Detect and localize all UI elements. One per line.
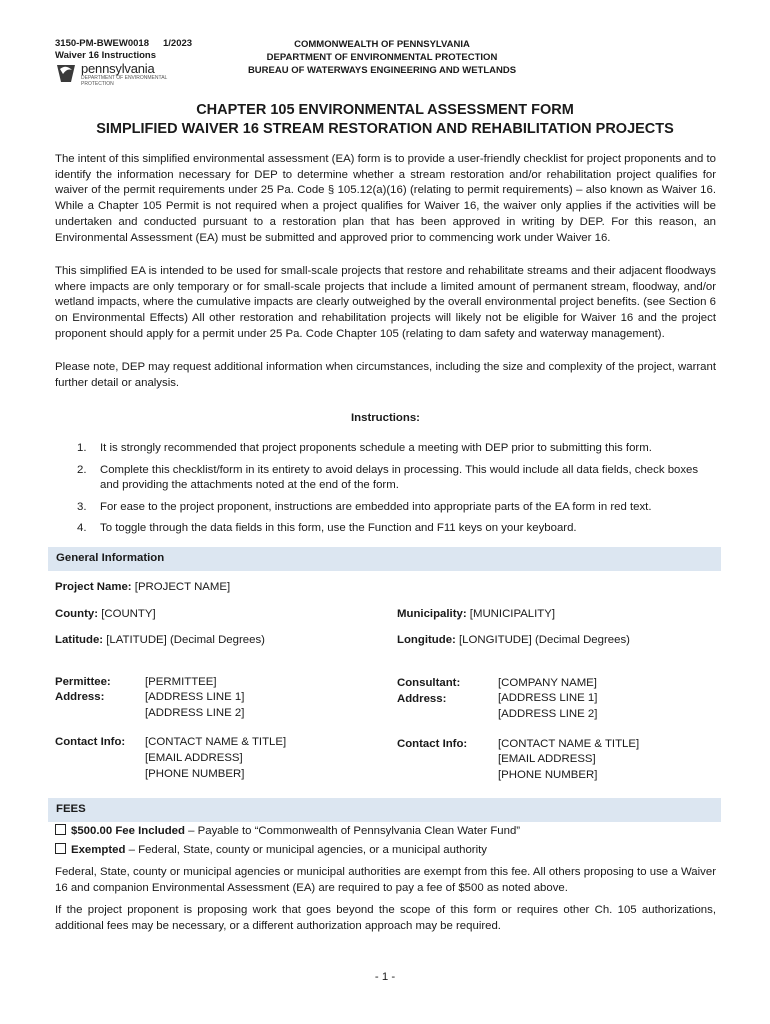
fee-exempted-label: Exempted <box>71 844 126 856</box>
agency-line-3: BUREAU OF WATERWAYS ENGINEERING AND WETLANDS <box>247 65 517 76</box>
doc-name: Waiver 16 Instructions <box>55 50 157 61</box>
intro-paragraph-1: The intent of this simplified environmental assessment (EA) form is to provide a user-friendly checklist for project proponents and to identify the information necessary for DEP to determine whether a stream restoration and/or rehabilitation project qualifies for waiver of the permit requirements under 25 Pa. Code § 105.12(a)(16) (relating to permit requirements) – also known as Waiver 16. While a Chapter 105 Permit is not required when a project qualifies for Waiver 16, the waiver only applies if the activities will be undertaken and conducted pursuant to a restoration plan that has been approved in writing by DEP. For this reason, an Environmental Assessment (EA) must be submitted and approved prior to commencing work under Waiver 16. <box>55 153 716 244</box>
agency-line-2: DEPARTMENT OF ENVIRONMENTAL PROTECTION <box>266 52 498 63</box>
permittee-address-line-2[interactable]: [ADDRESS LINE 2] <box>145 707 245 719</box>
form-code-line <box>55 38 206 50</box>
municipality-row <box>397 607 555 623</box>
fees-paragraph-2: If the project proponent is proposing work that goes beyond the scope of this form or requires other Ch. 105 authorizations, additional fees may be necessary, or a different authorization approach may be required. <box>55 904 716 932</box>
contact-email-left[interactable]: [EMAIL ADDRESS] <box>145 752 243 764</box>
fee-included-option <box>55 824 520 840</box>
list-item: 4. To toggle through the data fields in this form, use the Function and F11 keys on your keyboard. <box>77 522 577 534</box>
latitude-label: Latitude: <box>55 634 104 646</box>
list-item: 3. For ease to the project proponent, instructions are embedded into appropriate parts of the EA form in red text. <box>77 500 652 513</box>
permittee-label: Permittee: <box>55 676 111 688</box>
fee-exempted-option <box>55 843 487 859</box>
longitude-label: Longitude: <box>397 634 456 646</box>
latitude-row <box>55 633 265 649</box>
agency-header <box>200 38 564 77</box>
fees-paragraph-1: Federal, State, county or municipal agencies or municipal authorities are exempt from this fee. All others proposing to use a Waiver 16 and companion Environmental Assessment (EA) are required to pay a fee of $500 as noted above. <box>55 866 716 894</box>
title-line-1: CHAPTER 105 ENVIRONMENTAL ASSESSMENT FORM <box>196 102 574 118</box>
longitude-field[interactable]: [LONGITUDE] <box>459 634 532 646</box>
form-date: 1/2023 <box>162 38 193 49</box>
project-name-field[interactable]: [PROJECT NAME] <box>134 581 231 593</box>
latitude-note: (Decimal Degrees) <box>169 634 265 646</box>
municipality-field[interactable]: [MUNICIPALITY] <box>469 608 556 620</box>
permittee-field[interactable]: [PERMITTEE] <box>145 676 217 688</box>
contact-info-label-right: Contact Info: <box>397 738 468 750</box>
consultant-field[interactable]: [COMPANY NAME] <box>498 677 597 689</box>
agency-line-1: COMMONWEALTH OF PENNSYLVANIA <box>294 39 470 50</box>
keystone-icon <box>55 62 77 84</box>
form-code: 3150-PM-BWEW0018 <box>55 38 149 49</box>
list-item: 2. Complete this checklist/form in its entirety to avoid delays in processing. This would include all data fields, check boxes and providing the attachments noted at the end of the form. <box>77 463 699 491</box>
instructions-heading: Instructions: <box>351 412 420 424</box>
project-name-label: Project Name: <box>55 581 132 593</box>
contact-info-label-left: Contact Info: <box>55 736 126 748</box>
instructions-list <box>55 441 716 543</box>
fees-header: FEES <box>48 798 721 822</box>
fee-included-label: $500.00 Fee Included <box>71 825 185 837</box>
logo-subtext: DEPARTMENT OF ENVIRONMENTAL PROTECTION <box>81 75 168 87</box>
fee-included-checkbox[interactable] <box>55 824 66 835</box>
contact-name-right[interactable]: [CONTACT NAME & TITLE] <box>498 738 640 750</box>
consultant-address-line-2[interactable]: [ADDRESS LINE 2] <box>498 708 598 720</box>
title-line-2: SIMPLIFIED WAIVER 16 STREAM RESTORATION AND REHABILITATION PROJECTS <box>96 121 674 137</box>
general-info-header: General Information <box>48 547 721 571</box>
logo-wordmark: pennsylvania <box>81 61 155 76</box>
municipality-label: Municipality: <box>397 608 467 620</box>
consultant-label: Consultant: <box>397 677 461 689</box>
permittee-address-label: Address: <box>55 691 105 703</box>
permittee-address-line-1[interactable]: [ADDRESS LINE 1] <box>145 691 245 703</box>
contact-phone-left[interactable]: [PHONE NUMBER] <box>145 768 245 780</box>
intro-paragraph-2: This simplified EA is intended to be used for small-scale projects that restore and rehabilitate streams and their adjacent floodways where impacts are only temporary or for small-scale projects that include a limited amount of permanent stream, floodway, and/or wetland impacts, where the cumulative impacts are clearly outweighed by the overall environmental project benefits. (see Section 6 on Environmental Effects) All other restoration and rehabilitation projects will likely not be eligible for Waiver 16 and the project proponent should apply for a permit under 25 Pa. Code Chapter 105 (relating to dam safety and waterway management). <box>55 265 716 340</box>
county-field[interactable]: [COUNTY] <box>101 608 156 620</box>
contact-name-left[interactable]: [CONTACT NAME & TITLE] <box>145 736 287 748</box>
fee-exempted-desc: – Federal, State, county or municipal agencies, or a municipal authority <box>125 844 487 856</box>
contact-email-right[interactable]: [EMAIL ADDRESS] <box>498 753 596 765</box>
intro-paragraph-3: Please note, DEP may request additional information when circumstances, including the size and complexity of the project, warrant further detail or analysis. <box>55 361 716 389</box>
fee-included-desc: – Payable to “Commonwealth of Pennsylvania Clean Water Fund” <box>184 825 521 837</box>
latitude-field[interactable]: [LATITUDE] <box>106 634 167 646</box>
list-item: 1. It is strongly recommended that project proponents schedule a meeting with DEP prior to submitting this form. <box>77 442 652 454</box>
county-row <box>55 607 156 623</box>
consultant-address-line-1[interactable]: [ADDRESS LINE 1] <box>498 692 598 704</box>
longitude-row <box>397 633 630 649</box>
longitude-note: (Decimal Degrees) <box>534 634 630 646</box>
document-title <box>40 101 730 139</box>
form-header-left <box>55 38 206 62</box>
county-label: County: <box>55 608 99 620</box>
page-number: - 1 - <box>374 971 396 983</box>
pa-logo <box>55 61 168 88</box>
fee-exempted-checkbox[interactable] <box>55 843 66 854</box>
consultant-address-label: Address: <box>397 693 447 705</box>
project-name-row <box>55 580 230 596</box>
contact-phone-right[interactable]: [PHONE NUMBER] <box>498 769 598 781</box>
